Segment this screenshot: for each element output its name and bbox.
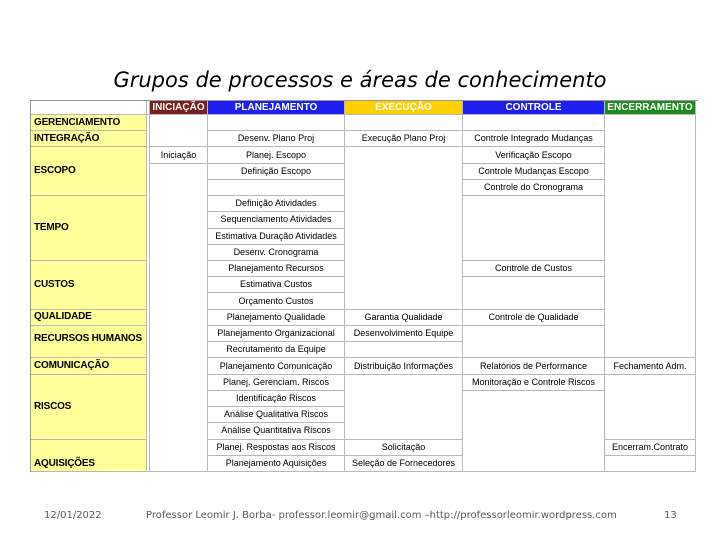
empty-cell	[345, 375, 463, 440]
process-controle-integrado: Controle Integrado Mudanças	[463, 131, 605, 147]
header-empty	[31, 101, 147, 115]
process-orcamento-custos: Orçamento Custos	[208, 293, 345, 309]
process-desenvolvimento-equipe: Desenvolvimento Equipe	[345, 326, 463, 342]
empty-cell	[605, 115, 696, 358]
header-planejamento: PLANEJAMENTO	[208, 101, 345, 115]
empty-cell	[463, 326, 605, 358]
area-gerenciamento: GERENCIAMENTO	[31, 115, 147, 131]
area-tempo: TEMPO	[31, 196, 147, 261]
area-custos: CUSTOS	[31, 261, 147, 310]
empty-cell	[208, 115, 345, 131]
process-selecao-fornecedores: Seleção de Fornecedores	[345, 456, 463, 472]
process-relatorios-performance: Relatórios de Performance	[463, 358, 605, 374]
process-fechamento-adm: Fechamento Adm.	[605, 358, 696, 374]
header-iniciacao: INICIAÇÃO	[150, 101, 208, 115]
area-aquisicoes: AQUISIÇÕES	[31, 440, 147, 472]
slide-title: Grupos de processos e áreas de conhecimento	[113, 68, 607, 92]
empty-cell	[345, 342, 463, 358]
empty-cell	[345, 147, 463, 309]
process-encerram-contrato: Encerram.Contrato	[605, 440, 696, 456]
process-distribuicao-informacoes: Distribuição Informações	[345, 358, 463, 374]
empty-cell	[208, 180, 345, 196]
footer-page-number: 13	[664, 510, 677, 521]
header-controle: CONTROLE	[463, 101, 605, 115]
process-garantia-qualidade: Garantia Qualidade	[345, 310, 463, 326]
process-desenv-plano-proj: Desenv. Plano Proj	[208, 131, 345, 147]
empty-cell	[605, 375, 696, 440]
process-planejamento-comunicacao: Planejamento Comunicação	[208, 358, 345, 374]
area-recursos-humanos: RECURSOS HUMANOS	[31, 326, 147, 358]
footer-date: 12/01/2022	[44, 510, 102, 521]
process-identificacao-riscos: Identificação Riscos	[208, 391, 345, 407]
process-controle-mudancas-escopo: Controle Mudanças Escopo	[463, 164, 605, 180]
process-planejamento-organizacional: Planejamento Organizacional	[208, 326, 345, 342]
area-comunicacao: COMUNICAÇÃO	[31, 358, 147, 374]
process-definicao-atividades: Definição Atividades	[208, 196, 345, 212]
process-matrix	[30, 100, 698, 472]
empty-cell	[150, 164, 208, 472]
empty-cell	[345, 115, 463, 131]
process-analise-qualitativa: Análise Qualitativa Riscos	[208, 407, 345, 423]
process-controle-cronograma: Controle do Cronograma	[463, 180, 605, 196]
process-planejamento-qualidade: Planejamento Qualidade	[208, 310, 345, 326]
process-verificacao-escopo: Verificação Escopo	[463, 147, 605, 163]
process-analise-quantitativa: Análise Quantitativa Riscos	[208, 423, 345, 439]
footer-author: Professor Leomir J. Borba- professor.leomir@gmail.com –http://professorleomir.wordpress.com	[146, 510, 617, 521]
empty-cell	[463, 115, 605, 131]
process-definicao-escopo: Definição Escopo	[208, 164, 345, 180]
header-encerramento: ENCERRAMENTO	[605, 101, 696, 115]
process-planej-escopo: Planej. Escopo	[208, 147, 345, 163]
area-riscos: RISCOS	[31, 375, 147, 440]
process-desenv-cronograma: Desenv. Cronograma	[208, 245, 345, 261]
empty-cell	[463, 391, 605, 472]
empty-cell	[150, 115, 208, 147]
area-qualidade: QUALIDADE	[31, 310, 147, 326]
process-controle-qualidade: Controle de Qualidade	[463, 310, 605, 326]
area-integracao: INTEGRAÇÃO	[31, 131, 147, 147]
process-solicitacao: Solicitação	[345, 440, 463, 456]
empty-cell	[605, 456, 696, 472]
process-monitoracao-riscos: Monitoração e Controle Riscos	[463, 375, 605, 391]
process-sequenciamento-atividades: Sequenciamento Atividades	[208, 212, 345, 228]
process-planej-respostas-riscos: Planej. Respostas aos Riscos	[208, 440, 345, 456]
header-execucao: EXECUÇÃO	[345, 101, 463, 115]
process-planejamento-recursos: Planejamento Recursos	[208, 261, 345, 277]
process-planej-gerenciam-riscos: Planej. Gerenciam. Riscos	[208, 375, 345, 391]
process-planejamento-aquisicoes: Planejamento Aquisições	[208, 456, 345, 472]
process-controle-custos: Controle de Custos	[463, 261, 605, 277]
process-recrutamento-equipe: Recrutamento da Equipe	[208, 342, 345, 358]
process-estimativa-custos: Estimativa Custos	[208, 277, 345, 293]
empty-cell	[463, 277, 605, 309]
process-estimativa-duracao: Estimativa Duração Atividades	[208, 229, 345, 245]
process-execucao-plano-proj: Execução Plano Proj	[345, 131, 463, 147]
empty-cell	[463, 196, 605, 261]
area-escopo: ESCOPO	[31, 147, 147, 196]
process-iniciacao: Iniciação	[150, 147, 208, 163]
